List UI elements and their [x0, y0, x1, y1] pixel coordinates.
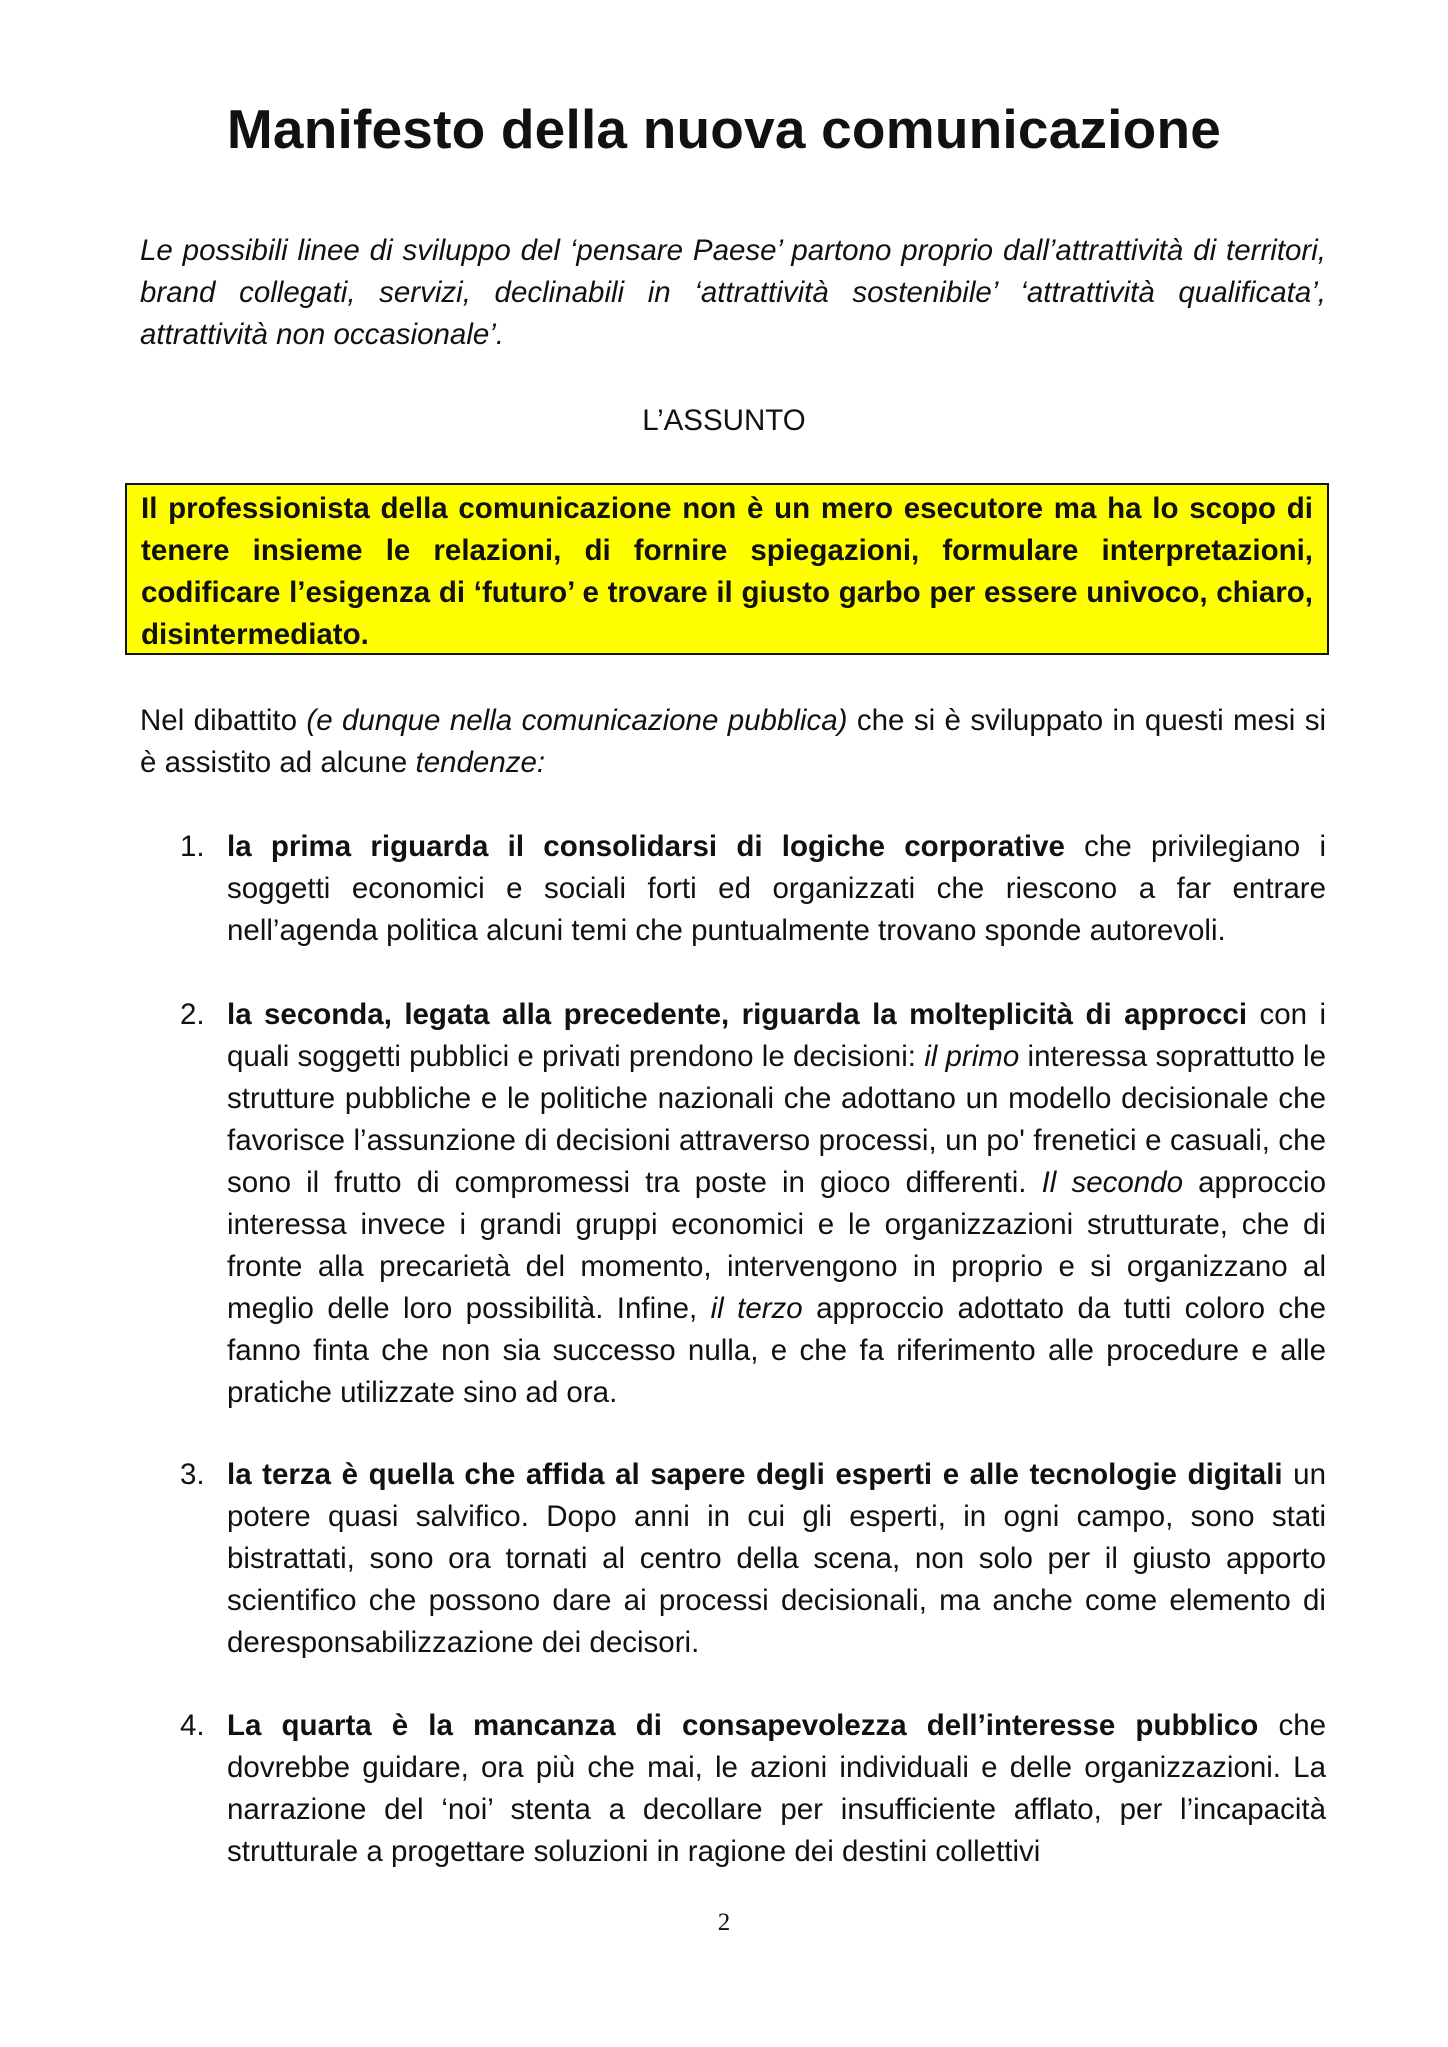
list-item-italic: il terzo	[710, 1292, 803, 1325]
highlight-box	[125, 483, 1329, 655]
list-item-body	[227, 826, 1326, 952]
list-item-body	[227, 1454, 1326, 1664]
page-number: 2	[717, 1909, 731, 1936]
list-item-bold: la terza è quella che affida al sapere degli esperti e alle tecnologie digitali	[227, 1458, 1283, 1491]
page-title: Manifesto della nuova comunicazione	[226, 98, 1222, 160]
list-item-number: 2.	[180, 998, 205, 1031]
list-item	[140, 826, 1326, 952]
section-heading: L’ASSUNTO	[642, 404, 806, 437]
paragraph-italic-text: (e dunque nella comunicazione pubblica)	[306, 704, 848, 737]
list-item-italic: il primo	[924, 1040, 1020, 1073]
list-item-number: 3.	[180, 1458, 205, 1491]
list-item-text: un potere quasi salvifico. Dopo anni in cui gli esperti, in ogni campo, sono stati bistrattati, sono ora tornati al centro della scena, non solo per il giusto apporto scientifico che possono dare ai processi decisionali, ma anche come elemento di deresponsabilizzazione dei decisori.	[227, 1458, 1326, 1659]
list-item-bold: la seconda, legata alla precedente, riguarda la molteplicità di approcci	[227, 998, 1248, 1031]
list-item-text: interessa soprattutto le strutture pubbliche e le politiche nazionali che adottano un modello decisionale che favorisce l’assunzione di decisioni attraverso processi, un po' frenetici e casuali, che sono il frutto di compromessi tra poste in gioco differenti.	[227, 1040, 1327, 1199]
list-item-bold: la prima riguarda il consolidarsi di logiche corporative	[227, 830, 1065, 863]
list-item-text: approccio interessa invece i grandi gruppi economici e le organizzazioni strutturate, che di fronte alla precarietà del momento, intervengono in proprio e si organizzano al meglio delle loro possibilità. Infine,	[227, 1166, 1326, 1325]
list-item-text: approccio adottato da tutti coloro che fanno finta che non sia successo nulla, e che fa riferimento alle procedure e alle pratiche utilizzate sino ad ora.	[227, 1292, 1326, 1409]
paragraph-italic-text: tendenze:	[415, 746, 546, 779]
list-item-text: che privilegiano i soggetti economici e sociali forti ed organizzati che riescono a far entrare nell’agenda politica alcuni temi che puntualmente trovano sponde autorevoli.	[227, 830, 1326, 947]
body-paragraph	[140, 700, 1326, 784]
intro-paragraph: Le possibili linee di sviluppo del ‘pensare Paese’ partono proprio dall’attrattività di territori, brand collegati, servizi, declinabili in ‘attrattività sostenibile’ ‘attrattività qualificata’, attrattività non occasionale’.	[140, 234, 1326, 351]
list-item	[140, 1705, 1326, 1873]
list-item-bold: La quarta è la mancanza di consapevolezza dell’interesse pubblico	[227, 1709, 1259, 1742]
list-item-text: che dovrebbe guidare, ora più che mai, le azioni individuali e delle organizzazioni. La narrazione del ‘noi’ stenta a decollare per insufficiente afflato, per l’incapacità strutturale a progettare soluzioni in ragione dei destini collettivi	[227, 1709, 1327, 1868]
list-item-number: 4.	[180, 1709, 205, 1742]
highlight-text: Il professionista della comunicazione non è un mero esecutore ma ha lo scopo di tenere insieme le relazioni, di fornire spiegazioni, formulare interpretazioni, codificare l’esigenza di ‘futuro’ e trovare il giusto garbo per essere univoco, chiaro, disintermediato.	[141, 492, 1313, 651]
paragraph-text: Nel dibattito	[140, 704, 307, 737]
list-item-number: 1.	[180, 830, 205, 863]
list-item-italic: Il secondo	[1041, 1166, 1183, 1199]
list-item	[140, 994, 1326, 1414]
paragraph-text: che si è sviluppato in questi mesi si è assistito ad alcune	[140, 704, 1327, 779]
list-item-text: con i quali soggetti pubblici e privati prendono le decisioni:	[227, 998, 1327, 1073]
list-item-body	[227, 994, 1326, 1414]
list-item-body	[227, 1705, 1326, 1873]
list-item	[140, 1454, 1326, 1664]
